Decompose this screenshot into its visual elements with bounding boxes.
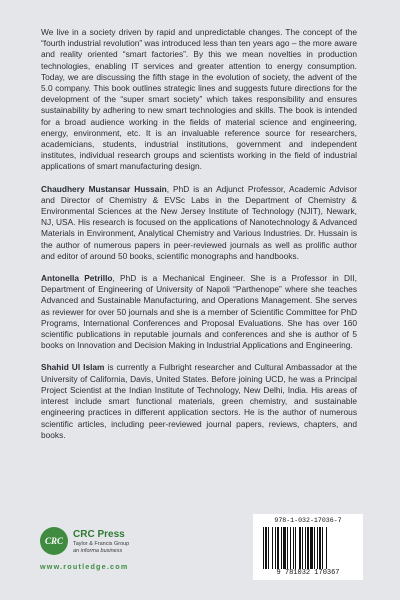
publisher-url: www.routledge.com (40, 562, 129, 571)
barcode-bar (283, 527, 286, 569)
barcode-bar (290, 527, 291, 569)
isbn-barcode (253, 514, 363, 580)
barcode-bar (293, 527, 294, 569)
barcode-bar (307, 527, 309, 569)
barcode-bar (281, 527, 282, 569)
barcode-bar (265, 527, 267, 569)
barcode-bar (277, 527, 279, 569)
publisher-logo (40, 527, 220, 577)
barcode-bar (302, 527, 303, 569)
barcode-bar (305, 527, 306, 569)
author-name: Antonella Petrillo (41, 273, 113, 284)
barcode-bar (295, 527, 296, 569)
barcode-bar (287, 527, 288, 569)
author-name: Chaudhery Mustansar Hussain (41, 183, 167, 194)
barcode-bar (263, 527, 264, 569)
barcode-bar (317, 527, 318, 569)
barcode-bar (299, 527, 301, 569)
intro-paragraph: We live in a society driven by rapid and unpredictable changes. The concept of the “fourth industrial revolution” was introduced less than ten years ago – the more aware and reality oriented “smart factories”. By this we mean novelties in production technologies, enabling IT services and greater attention to energy consumption. Today, we are discussing the fifth stage in the evolution of society, the advent of the 5.0 company. This book outlines strategic lines and suggests future directions for the development of the “super smart society” which takes responsibility and ensures sustainability by adhering to new smart technologies and skills. The book is intended for a broad audience working in the fields of material science and engineering, energy, environment, etc. It is an invaluable reference source for researchers, academicians, students, industrial institutions, government and independent institutes, individual research groups and scientists working in the field of industrial applications of smart manufacturing design. (41, 27, 357, 172)
barcode-bar (322, 527, 323, 569)
barcode-bar (310, 527, 313, 569)
isbn-digits: 9 781032 170367 (276, 569, 340, 577)
author-bio-text: is currently a Fulbright researcher and Cultural Ambassador at the University of California, Davis, United States. Before joining UCD, he was a Principal Project Scientist at the Indian Institute of Technology, New Delhi, India. His areas of interest include smart functional materials, green chemistry, and sustainable engineering practices in different application sectors. He is the author of numerous scientific articles, including peer-reviewed journal papers, reviews, chapters, and books. (41, 362, 357, 440)
publisher-name: CRC Press (73, 529, 125, 540)
barcode-bar (275, 527, 276, 569)
author-bio-petrillo (41, 273, 357, 351)
author-bio-text: , PhD is a Mechanical Engineer. She is a Professor in DII, Department of Engineering of University of Napoli “Parthenope” where she teaches Advanced and Sustainable Manufacturing, and Operations Management. She serves as reviewer for over 50 journals and she is a member of Scientific Committee for PhD Programs, International Conferences and Proposal Evaluations. She has over 160 scientific publications in reputable journals and conferences and she is author of 5 books on Innovation and Decision Making in Industrial Applications and Engineering. (41, 273, 357, 351)
barcode-bar (319, 527, 321, 569)
barcode-bar (272, 527, 273, 569)
publisher-group: Taylor & Francis Group (73, 541, 130, 547)
author-bio-islam (41, 362, 357, 440)
author-name: Shahid Ul Islam (41, 362, 105, 373)
barcode-bar (326, 527, 327, 569)
barcode-bar (268, 527, 269, 569)
publisher-tagline: an informa business (73, 548, 123, 554)
author-bio-text: , PhD is an Adjunct Professor, Academic Advisor and Director of Chemistry & EVSc Labs in the Department of Chemistry & Environmental Sciences at the New Jersey Institute of Technology (NJIT), Newark, NJ, USA. His research is focused on the applications of Nanotechnology & Advanced Materials in Environment, Analytical Chemistry and Various Industries. Dr. Hussain is the author of numerous papers in peer-reviewed journals as well as prolific author and editor of around 50 books, scientific monographs and handbooks. (41, 183, 357, 261)
barcode-icon (263, 527, 353, 569)
barcode-bar (314, 527, 315, 569)
back-cover-text (41, 27, 357, 452)
isbn-text: 978-1-032-17036-7 (274, 517, 342, 524)
crc-logo-icon: CRC (40, 527, 68, 555)
author-bio-hussain (41, 184, 357, 262)
